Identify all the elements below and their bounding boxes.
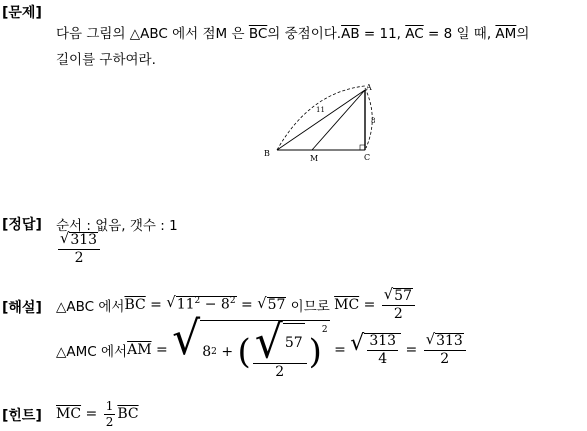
side-ab [277,90,365,150]
exponent: 2 [229,296,236,307]
problem-line-1 [56,22,529,42]
term: 8 [202,343,212,360]
label-11: 11 [316,106,325,114]
equals: = [151,342,173,358]
triangle-figure [255,80,385,166]
equals: = [329,342,351,358]
denominator: 2 [393,306,403,323]
solution-line-1: △ABC 에서 $\overline{BC}$ = √ $11^2 - 8^2$ = √ 57 이므로 $\overline{MC}$ = √ 57 2 [56,285,417,325]
segment-mc: $\overline{MC}$ [334,297,360,313]
numerator: 57 [283,323,305,363]
solution-label: [해설] [2,300,42,316]
label-m: M [310,154,319,163]
segment-ab: $\overline{AB}$ [341,26,360,42]
median-am [312,90,365,150]
numerator: 57 [394,287,412,304]
hint-formula [56,397,139,431]
equals: = [401,342,422,358]
segment-mc: $\overline{MC}$ [56,406,82,422]
solution-line-2: △AMC 에서 $\overline{AM}$ = √ 8 2 + ( √ 57 2 ) $^2$ = √ $\frac{313}{4}$ = √ 313 2 [56,322,468,378]
equals: = [81,406,102,422]
solution-text: 이므로 [286,299,335,315]
answer-value: √ 313 2 [56,232,102,266]
solution-text: △AMC 에서 [56,344,128,360]
denominator: 4 [378,351,388,367]
right-angle-mark [360,145,365,150]
answer-text: 순서 : 없음, 갯수 : 1 [56,218,178,234]
exponent: 2 [321,324,328,335]
segment-am: $\overline{AM}$ [495,26,517,42]
denominator: 2 [105,414,114,429]
term: − 8 [200,297,230,314]
equals: = [236,297,258,313]
segment-bc: $\overline{BC}$ [248,26,268,42]
segment-am: $\overline{AM}$ [127,342,152,358]
problem-text: 의 중점이다. [267,26,342,42]
exponent: 2 [194,296,201,307]
answer-denominator: 2 [74,250,84,267]
equals: = [359,297,380,313]
numerator: 1 [105,398,114,413]
segment-bc: $\overline{BC}$ [117,406,139,422]
problem-text: = 11, [359,26,406,42]
denominator: 2 [275,364,285,381]
hint-label: [힌트] [2,408,42,424]
answer-label: [정답] [2,217,42,233]
numerator: 313 [436,332,463,349]
denominator: 2 [440,351,450,368]
label-8: 8 [371,117,376,125]
solution-text: △ABC 에서 [56,299,125,315]
segment-ac: $\overline{AC}$ [405,26,424,42]
label-a: A [366,83,372,92]
problem-text: 다음 그림의 △ABC 에서 점M 은 [56,26,249,42]
plus: + [216,343,238,360]
label-c: C [364,153,371,162]
segment-bc: $\overline{BC}$ [124,297,146,313]
answer-numerator: 313 [70,232,98,248]
term: 11 [176,297,195,314]
problem-label: [문제] [2,5,42,21]
problem-text: = 8 일 때, [423,26,496,42]
problem-line-2: 길이를 구하여라. [56,52,156,68]
exponent: 2 [211,346,217,357]
equals: = [145,297,167,313]
radicand: 57 [267,296,286,313]
problem-text: 의 [516,26,530,42]
label-b: B [264,149,270,158]
numerator: 313 [369,333,397,350]
